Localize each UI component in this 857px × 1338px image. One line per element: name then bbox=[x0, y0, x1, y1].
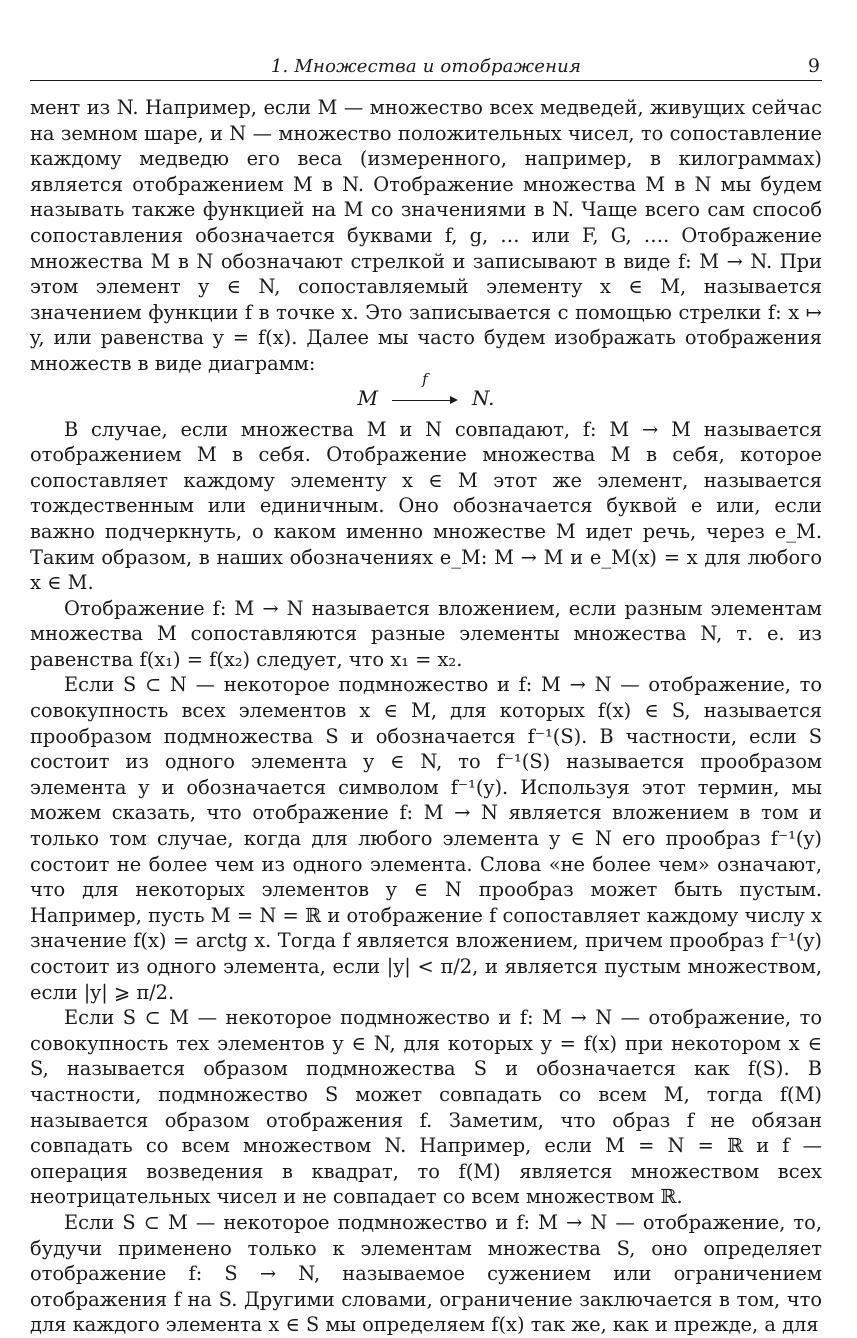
formula-target: N. bbox=[471, 385, 495, 410]
book-page bbox=[30, 54, 822, 1338]
display-formula bbox=[30, 370, 822, 415]
paragraph-1: мент из N. Например, если M — множество всех медведей, живущих сейчас на земном шаре, и N — множество положительных чисел, то сопоставление каждому медведю его веса (измеренного, например, в килограммах) является отображением M в N. Отображение множества M в N мы будем называть также функцией на M со значениями в N. Чаще всего сам способ сопоставления обозначается буквами f, g, … или F, G, …. Отображение множества M в N обозначают стрелкой и записывают в виде f: M → N. При этом элемент y ∈ N, сопоставляемый элементу x ∈ M, называется значением функции f в точке x. Это записывается с помощью стрелки f: x ↦ y, или равенства y = f(x). Далее мы часто будем изображать отображения множеств в виде диаграмм: bbox=[30, 96, 822, 375]
paragraph-6: Если S ⊂ M — некоторое подмножество и f: M → N — отображение, то, будучи применено только к элементам множества S, оно определяет отображение f: S → N, называемое сужением или ограничением отображения f на S. Другими словами, ограничение заключается в том, что для каждого элемента x ∈ S мы определяем f(x) так же, как и прежде, а для bbox=[30, 1210, 822, 1337]
right-arrow-icon bbox=[392, 370, 458, 404]
paragraph-5: Если S ⊂ M — некоторое подмножество и f: M → N — отображение, то совокупность тех элементов y ∈ N, для которых y = f(x) при некотором x ∈ S, называется образом подмножества S и обозначается как f(S). В частности, подмножество S может совпадать со всем M, тогда f(M) называется образом отображения f. Заметим, что образ f не обязан совпадать со всем множеством N. Например, если M = N = ℝ и f — операция возведения в квадрат, то f(M) является множеством всех неотрицательных чисел и не совпадает со всем множеством ℝ. bbox=[30, 1006, 822, 1209]
body-text bbox=[30, 95, 822, 1338]
paragraph-3: Отображение f: M → N называется вложением, если разным элементам множества M сопоставляются разные элементы множества N, т. е. из равенства f(x₁) = f(x₂) следует, что x₁ = x₂. bbox=[30, 596, 822, 671]
paragraph-4: Если S ⊂ N — некоторое подмножество и f: M → N — отображение, то совокупность всех элементов x ∈ M, для которых f(x) ∈ S, называется прообразом подмножества S и обозначается f⁻¹(S). В частности, если S состоит из одного элемента y ∈ N, то f⁻¹(S) называется прообразом элемента y и обозначается символом f⁻¹(y). Используя этот термин, мы можем сказать, что отображение f: M → N является вложением в том и только том случае, когда для любого элемента y ∈ N его прообраз f⁻¹(y) состоит не более чем из одного элемента. Слова «не более чем» означают, что для некоторых элементов y ∈ N прообраз может быть пустым. Например, пусть M = N = ℝ и отображение f сопоставляет каждому числу x значение f(x) = arctg x. Тогда f является вложением, причем прообраз f⁻¹(y) состоит из одного элемента, если |y| < π/2, и является пустым множеством, если |y| ⩾ π/2. bbox=[30, 673, 822, 1004]
running-title: 1. Множества и отображения bbox=[270, 56, 582, 77]
paragraph-2: В случае, если множества M и N совпадают, f: M → M называется отображением M в себя. Отображение множества M в себя, которое сопоставляет каждому элементу x ∈ M этот же элемент, называется тождественным или единичным. Оно обозначается буквой e или, если важно подчеркнуть, о каком именно множестве M идет речь, через e_M. Таким образом, в наших обозначениях e_M: M → M и e_M(x) = x для любого x ∈ M. bbox=[30, 417, 822, 595]
page-number: 9 bbox=[807, 55, 820, 77]
formula-source: M bbox=[357, 385, 378, 410]
arrow-label: f bbox=[422, 370, 428, 389]
running-head bbox=[30, 54, 822, 81]
